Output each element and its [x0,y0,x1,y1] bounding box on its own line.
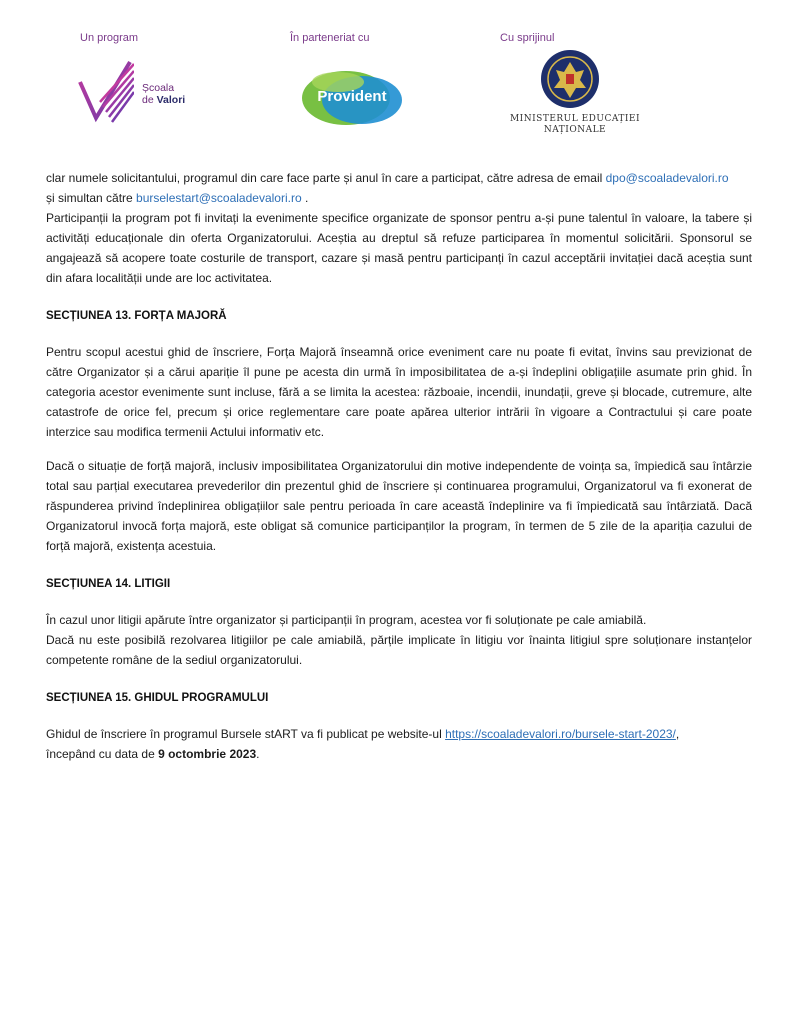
p1-text-c: . [301,191,309,205]
section-15-title: SECȚIUNEA 15. GHIDUL PROGRAMULUI [46,692,269,704]
document-header [48,0,660,160]
scoala-logo-mark [78,56,134,124]
publication-date: 9 octombrie 2023 [158,747,257,761]
paragraph-data-request [46,168,752,208]
p1-text-b: și simultan către [46,191,137,205]
spacer [46,442,752,456]
s15-text: Ghidul de înscriere în programul Bursele stART va fi publicat pe website-ul [46,727,446,741]
government-emblem [540,48,600,110]
document-body [46,168,752,764]
ministry-name [500,114,650,136]
email-dpo-link[interactable]: dpo@scoaladevalori.ro [605,171,729,185]
ministry-line1: MINISTERUL EDUCAȚIEI [509,114,641,124]
s15-comma: , [675,727,680,741]
s15-text-c: începând cu data de [46,747,159,761]
label-support: Cu sprijinul [500,32,555,44]
section-14-title: SECȚIUNEA 14. LITIGII [46,578,171,590]
s15-period: . [256,747,260,761]
section-14-paragraph-2: Dacă nu este posibilă rezolvarea litigiilor pe cale amiabilă, părțile implicate în litigiu vor înainta litigiul spre soluționare instanțelor competente române de la sediul organizatorului. [46,633,752,667]
scoala-de-valori-logo [78,56,228,126]
section-15-paragraph [46,724,752,764]
email-burselestart-link[interactable]: burselestart@scoaladevalori.ro [136,191,302,205]
paragraph-participants-events: Participanții la program pot fi invitați la evenimente specifice organizate de sponsor pentru a-și pune talentul în valoare, la tabere și activități educaționale din oferta Organizatorului. Aceștia au dreptul să refuze participarea în momentul solicitării. Sponsorul se angajează să acopere toate costurile de transport, cazare și masă pentru participanți în cazul acceptării invitației dacă aceștia sunt din afara localității unde are loc activitatea. [46,211,752,285]
ministry-line2: NAȚIONALE [543,125,607,135]
section-13-paragraph-1: Pentru scopul acestui ghid de înscriere, Forța Majoră înseamnă orice eveniment care nu poate fi evitat, învins sau previzionat de către Organizator și a cărui apariție îl pune pe acesta din urmă în imposibilitatea de a-și îndeplini obligațiile asumate prin ghid. În categoria acestor evenimente sunt incluse, fără a se limita la acestea: războaie, incendii, inundații, greve și blocade, cutremure, alte catastrofe de orice fel, precum și orice reglementare care poate apărea ulterior intrării în vigoare a Contractului și care poate interzice sau modifica termenii Actului informativ etc. [46,345,752,439]
label-partner: În parteneriat cu [290,32,370,44]
p1-text: clar numele solicitantului, programul din care face parte și anul în care a participat, către adresa de email [46,171,606,185]
label-program: Un program [80,32,139,44]
section-14-paragraph-1: În cazul unor litigii apărute între organizator și participanții în program, acestea vor fi soluționate pe cale amiabilă. [46,613,647,627]
scoala-line2: de [142,94,154,106]
section-13-paragraph-2: Dacă o situație de forță majoră, inclusiv imposibilitatea Organizatorului din motive independente de voința sa, împiedică sau întârzie total sau parțial executarea prevederilor din prezentul ghid de înscriere și continuarea programului, Organizatorul va fi exonerat de răspunderea privind îndeplinirea obligațiilor sale pentru perioada în care această îndeplinire va fi împiedicată sau întârziată. Dacă Organizatorul invocă forța majoră, este obligat să comunice participanților la program, în termen de 5 zile de la apariția cazului de forță majoră, existența acestuia. [46,459,752,553]
scoala-line1: Școala [142,82,175,94]
provident-logo [302,70,402,126]
scoala-logo-text [142,82,185,106]
romania-coat-of-arms-icon [540,48,600,110]
provident-wordmark: Provident [317,88,387,105]
bursele-start-link[interactable]: https://scoaladevalori.ro/bursele-start-2023/ [445,727,676,741]
section-13-title: SECȚIUNEA 13. FORȚA MAJORĂ [46,310,227,322]
scoala-line2-bold: Valori [156,94,186,106]
